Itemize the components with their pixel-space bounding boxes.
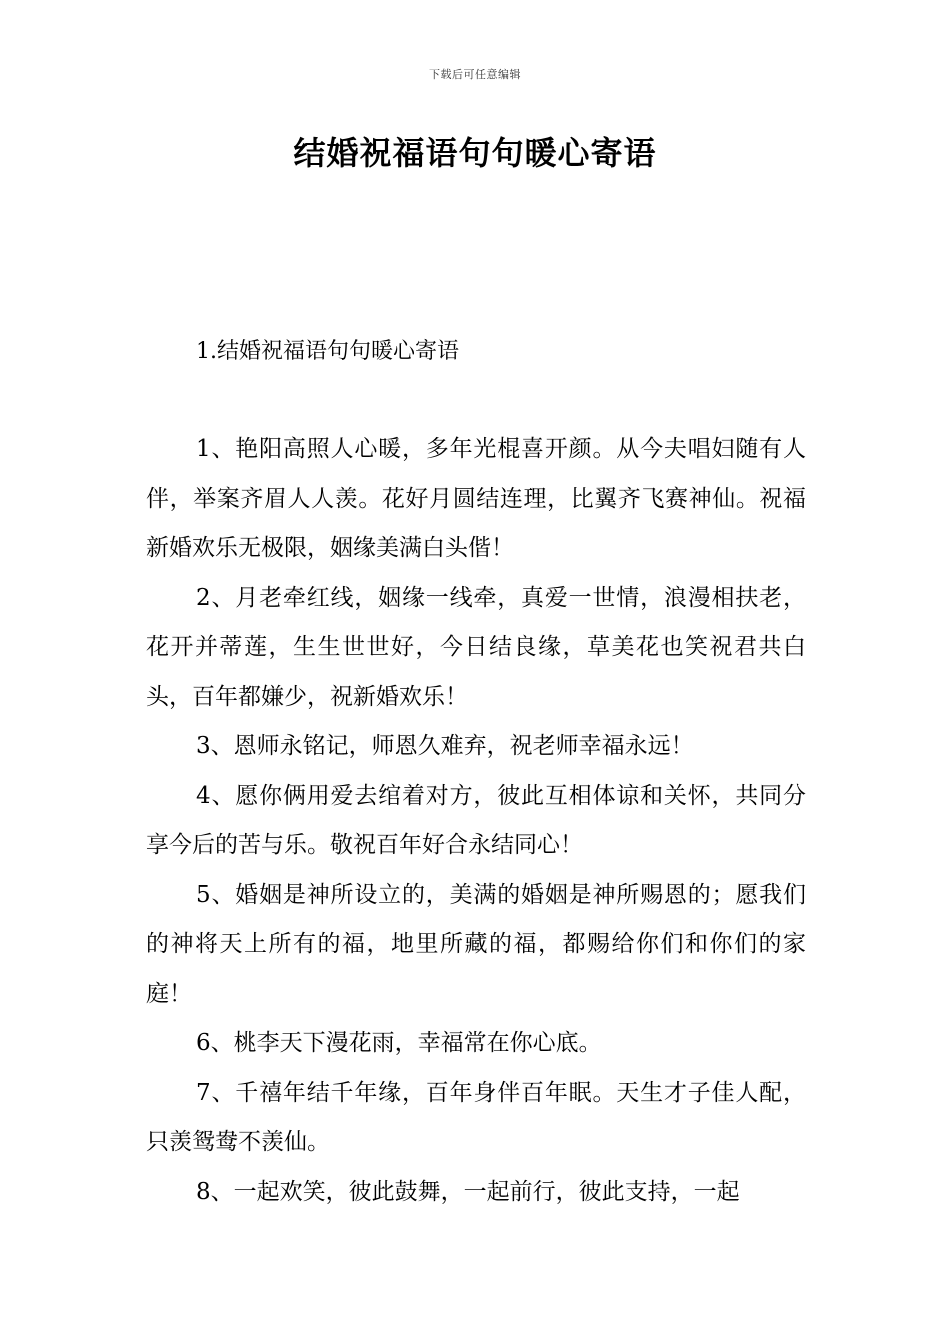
document-title: 结婚祝福语句句暖心寄语 (293, 134, 657, 172)
paragraph: 7、千禧年结千年缘，百年身伴百年眠。天生才子佳人配，只羡鸳鸯不羡仙。 (146, 1079, 806, 1155)
section-heading: 1.结婚祝福语句句暖心寄语 (196, 339, 459, 364)
paragraph: 1、艳阳高照人心暖，多年光棍喜开颜。从今夫唱妇随有人伴，举案齐眉人人羡。花好月圆结连理，比翼齐飞赛神仙。祝福新婚欢乐无极限，姻缘美满白头偕！ (146, 436, 806, 561)
paragraph: 8、一起欢笑，彼此鼓舞，一起前行，彼此支持，一起 (196, 1178, 740, 1205)
paragraph: 2、月老牵红线，姻缘一线牵，真爱一世情，浪漫相扶老，花开并蒂莲，生生世世好，今日结良缘，草美花也笑祝君共白头，百年都嫌少，祝新婚欢乐！ (146, 584, 806, 710)
paragraph: 4、愿你俩用爱去绾着对方，彼此互相体谅和关怀，共同分享今后的苦与乐。敬祝百年好合永结同心！ (146, 782, 806, 858)
paragraph: 5、婚姻是神所设立的，美满的婚姻是神所赐恩的；愿我们的神将天上所有的福，地里所藏的福，都赐给你们和你们的家庭！ (146, 881, 806, 1007)
paragraph: 3、恩师永铭记，师恩久难弃，祝老师幸福永远！ (196, 733, 694, 759)
document-body (146, 425, 806, 1217)
paragraph: 6、桃李天下漫花雨，幸福常在你心底。 (196, 1030, 602, 1056)
header-note: 下载后可任意编辑 (429, 68, 521, 81)
